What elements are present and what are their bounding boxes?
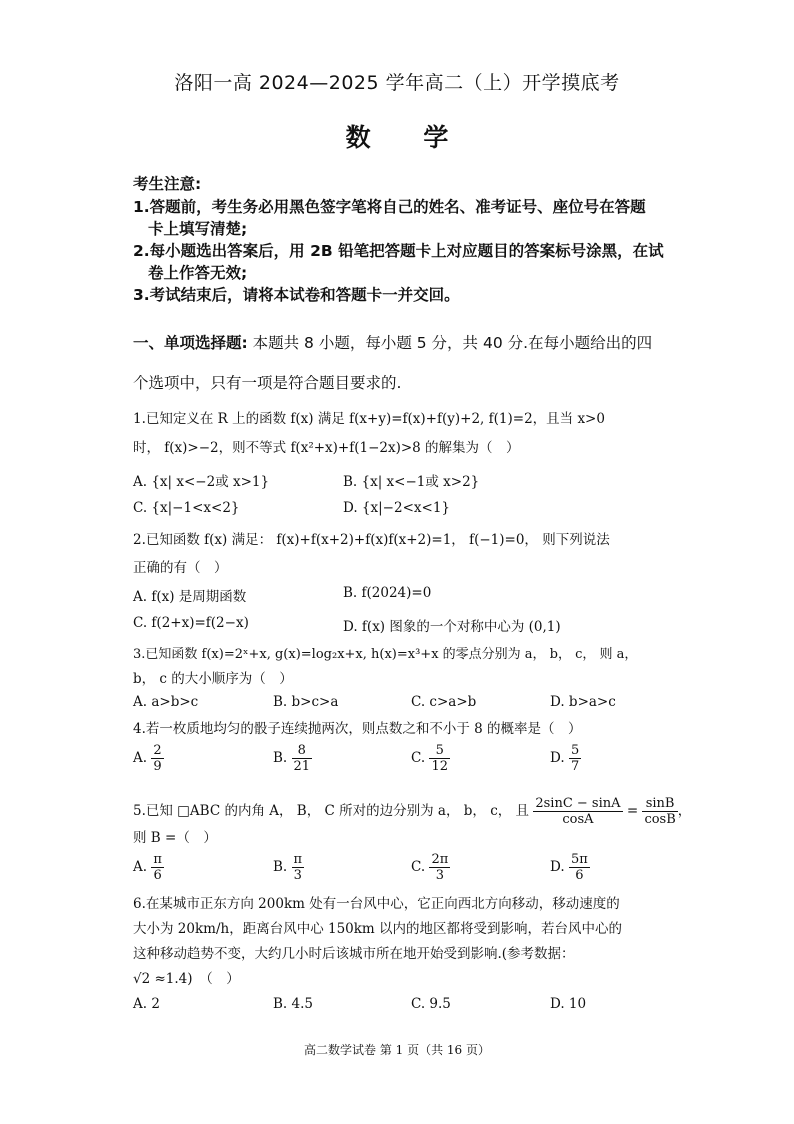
exam-title: 洛阳一高 2024—2025 学年高二（上）开学摸底考 [174,72,620,94]
q3-line-1: 3.已知函数 f(x)=2ˣ+x, g(x)=log₂x+x, h(x)=x³+x 的零点分别为 a， b， c， 则 a， [133,647,638,662]
q5-option-b-fraction [292,852,305,883]
q4-option-a [133,743,164,774]
section-1-label: 一、单项选择题: [133,334,248,352]
q4-c-num: 5 [429,743,450,759]
q1-option-a: A. {x| x<−2或 x>1} [133,474,270,490]
q5-line-1 [133,796,723,827]
notice-item-3: 3.考试结束后，请将本试卷和答题卡一并交回。 [133,286,460,304]
q6-line-2: 大小为 20km/h，距离台风中心 150km 以内的地区都将受到影响，若台风中心的 [133,921,623,937]
q6-line-1: 6.在某城市正东方向 200km 处有一台风中心，它正向西北方向移动，移动速度的 [133,896,620,912]
q4-a-den: 9 [153,759,162,774]
q6-line-4: √2 ≈1.4) （ ） [133,971,240,987]
section-1-text-b: 个选项中，只有一项是符合题目要求的. [133,374,402,392]
q4-option-c-fraction [429,743,450,774]
q2-option-a: A. f(x) 是周期函数 [133,589,247,605]
q2-line-1: 2.已知函数 f(x) 满足： f(x)+f(x+2)+f(x)f(x+2)=1， f(−1)=0， 则下列说法 [133,532,610,548]
q4-option-b-fraction [292,743,313,774]
q4-option-a-fraction [151,743,163,774]
q4-option-b [273,743,312,774]
q5-frac1-den: cosA [562,812,594,827]
section-1-text-a: 本题共 8 小题，每小题 5 分，共 40 分.在每小题给出的四 [247,334,653,352]
q2-option-b: B. f(2024)=0 [343,585,432,601]
q5-option-d-label: D. [550,859,565,875]
notice-item-2b: 卷上作答无效; [148,264,248,282]
q6-option-d: D. 10 [550,996,587,1012]
q5-d-num: 5π [570,852,588,867]
q5-option-b [273,852,304,883]
q3-option-b: B. b>c>a [273,694,339,710]
q5-frac2-den: cosB [644,812,676,827]
q5-c-den: 3 [435,868,444,883]
section-1-header [133,331,693,353]
q5-option-d-fraction [569,852,590,883]
notice-heading: 考生注意: [133,175,202,193]
q4-line-1: 4.若一枚质地均匀的骰子连续抛两次，则点数之和不小于 8 的概率是（ ） [133,721,582,737]
q5-option-b-label: B. [273,859,288,875]
q4-b-den: 21 [293,759,311,774]
notice-item-1b: 卡上填写清楚; [148,220,248,238]
q6-line-3: 这种移动趋势不变，大约几小时后该城市所在地开始受到影响.(参考数据： [133,946,575,962]
q1-option-b: B. {x| x<−1或 x>2} [343,474,480,490]
q4-c-den: 12 [431,759,448,774]
q4-d-den: 7 [570,759,580,774]
q5-line-2: 则 B =（ ） [133,830,217,846]
q5-frac1-num: 2sinC − sinA [535,796,621,811]
q5-a-num: π [153,852,162,867]
page-footer: 高二数学试卷 第 1 页（共 16 页） [304,1043,490,1057]
q4-b-num: 8 [292,743,313,759]
q5-a-den: 6 [153,868,162,883]
q5-option-c-fraction [429,852,450,883]
q5-option-d [550,852,590,883]
q1-line-2: 时， f(x)>−2，则不等式 f(x²+x)+f(1−2x)>8 的解集为（ ） [133,440,520,456]
q4-option-c-label: C. [411,750,426,766]
subject-title: 数 学 [345,123,471,152]
q3-option-a: A. a>b>c [133,694,199,710]
q2-line-2: 正确的有（ ） [133,560,228,576]
q3-line-2: b， c 的大小顺序为（ ） [133,671,293,687]
q3-option-d: D. b>a>c [550,694,616,710]
q5-option-a-fraction [151,852,164,883]
q5-frac2-num: sinB [642,796,677,812]
q5-b-num: π [293,852,303,867]
q4-option-a-label: A. [133,750,148,766]
q4-option-d-fraction [569,743,581,774]
q5-fraction-right [642,796,677,827]
q4-option-d-label: D. [550,750,565,766]
q5-b-den: 3 [293,868,302,883]
q5-d-den: 6 [575,868,584,883]
q6-option-b: B. 4.5 [273,996,313,1012]
q5-c-num: 2π [431,852,449,867]
q5-equals: = [626,803,639,819]
notice-item-1a: 1.答题前，考生务必用黑色签字笔将自己的姓名、准考证号、座位号在答题 [133,198,646,216]
q6-option-a: A. 2 [133,996,160,1012]
q5-option-c-label: C. [411,859,426,875]
q5-stem: 5.已知 □ABC 的内角 A， B， C 所对的边分别为 a， b， c， 且 [133,803,530,819]
q5-option-a-label: A. [133,859,148,875]
q5-fraction-left [533,796,622,827]
q4-a-num: 2 [153,743,162,758]
q2-option-c: C. f(2+x)=f(2−x) [133,615,249,631]
q5-comma: ， [677,803,692,819]
q4-d-num: 5 [570,743,580,758]
notice-item-2a: 2.每小题选出答案后，用 2B 铅笔把答题卡上对应题目的答案标号涂黑，在试 [133,242,664,260]
q5-option-c [411,852,450,883]
q3-option-c: C. c>a>b [411,694,477,710]
q2-option-d: D. f(x) 图象的一个对称中心为 (0,1) [343,619,561,635]
q5-option-a [133,852,164,883]
q4-option-d [550,743,581,774]
q4-option-c [411,743,450,774]
q1-option-c: C. {x|−1<x<2} [133,500,240,516]
q1-line-1: 1.已知定义在 R 上的函数 f(x) 满足 f(x+y)=f(x)+f(y)+2, f(1)=2，且当 x>0 [133,411,605,427]
q1-option-d: D. {x|−2<x<1} [343,500,450,516]
q4-option-b-label: B. [273,750,288,766]
q6-option-c: C. 9.5 [411,996,451,1012]
